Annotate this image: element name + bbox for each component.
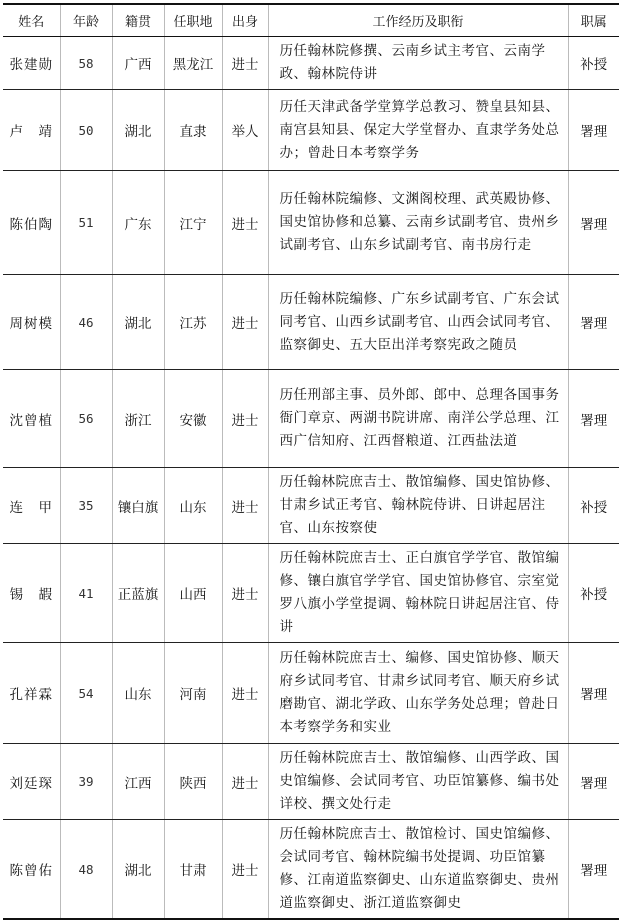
cell-post: 陕西 xyxy=(164,744,222,820)
header-position: 职属 xyxy=(568,4,619,37)
cell-post: 江宁 xyxy=(164,171,222,275)
table-row xyxy=(3,171,619,275)
cell-origin: 镶白旗 xyxy=(112,468,164,544)
cell-background: 进士 xyxy=(222,544,268,643)
cell-post: 山东 xyxy=(164,468,222,544)
cell-post: 山西 xyxy=(164,544,222,643)
cell-background: 进士 xyxy=(222,370,268,468)
cell-post: 甘肃 xyxy=(164,820,222,920)
cell-position: 补授 xyxy=(568,468,619,544)
cell-age: 54 xyxy=(60,643,112,744)
header-age: 年龄 xyxy=(60,4,112,37)
table-row xyxy=(3,370,619,468)
cell-background: 进士 xyxy=(222,643,268,744)
table-body xyxy=(3,37,619,920)
cell-origin: 江西 xyxy=(112,744,164,820)
table-row xyxy=(3,744,619,820)
cell-career: 历任翰林院庶吉士、编修、国史馆协修、顺天府乡试同考官、甘肃乡试同考官、顺天府乡试磨勘官、湖北学政、山东学务处总理；曾赴日本考察学务和实业 xyxy=(268,643,568,744)
cell-age: 35 xyxy=(60,468,112,544)
cell-position: 补授 xyxy=(568,37,619,90)
cell-background: 进士 xyxy=(222,820,268,920)
cell-background: 进士 xyxy=(222,468,268,544)
cell-career: 历任翰林院庶吉士、散馆编修、山西学政、国史馆编修、会试同考官、功臣馆纂修、编书处详校、撰文处行走 xyxy=(268,744,568,820)
cell-position: 署理 xyxy=(568,171,619,275)
cell-post: 河南 xyxy=(164,643,222,744)
cell-career: 历任翰林院庶吉士、散馆编修、国史馆协修、甘肃乡试正考官、翰林院侍讲、日讲起居注官、山东按察使 xyxy=(268,468,568,544)
cell-origin: 湖北 xyxy=(112,275,164,370)
cell-name: 孔祥霖 xyxy=(3,643,60,744)
cell-origin: 广东 xyxy=(112,171,164,275)
cell-career: 历任翰林院编修、广东乡试副考官、广东会试同考官、山西乡试副考官、山西会试同考官、监察御史、五大臣出洋考察宪政之随员 xyxy=(268,275,568,370)
table-row xyxy=(3,544,619,643)
cell-career: 历任翰林院修撰、云南乡试主考官、云南学政、翰林院侍讲 xyxy=(268,37,568,90)
cell-background: 进士 xyxy=(222,171,268,275)
cell-age: 46 xyxy=(60,275,112,370)
cell-origin: 广西 xyxy=(112,37,164,90)
cell-background: 进士 xyxy=(222,37,268,90)
table-row xyxy=(3,275,619,370)
cell-name: 陈曾佑 xyxy=(3,820,60,920)
cell-background: 进士 xyxy=(222,744,268,820)
cell-career: 历任翰林院庶吉士、正白旗官学学官、散馆编修、镶白旗官学学官、国史馆协修官、宗室觉罗八旗小学堂提调、翰林院日讲起居注官、侍讲 xyxy=(268,544,568,643)
cell-name: 卢 靖 xyxy=(3,90,60,171)
cell-career: 历任刑部主事、员外郎、郎中、总理各国事务衙门章京、两湖书院讲席、南洋公学总理、江西广信知府、江西督粮道、江西盐法道 xyxy=(268,370,568,468)
cell-post: 安徽 xyxy=(164,370,222,468)
header-name: 姓名 xyxy=(3,4,60,37)
official-table-sheet xyxy=(3,3,619,920)
cell-position: 署理 xyxy=(568,275,619,370)
cell-origin: 浙江 xyxy=(112,370,164,468)
cell-name: 连 甲 xyxy=(3,468,60,544)
cell-background: 进士 xyxy=(222,275,268,370)
table-header xyxy=(3,4,619,37)
cell-position: 署理 xyxy=(568,370,619,468)
cell-background: 举人 xyxy=(222,90,268,171)
table-row xyxy=(3,820,619,920)
officials-table xyxy=(3,3,619,920)
cell-career: 历任翰林院编修、文渊阁校理、武英殿协修、国史馆协修和总纂、云南乡试副考官、贵州乡试副考官、山东乡试副考官、南书房行走 xyxy=(268,171,568,275)
cell-name: 张建勋 xyxy=(3,37,60,90)
cell-career: 历任翰林院庶吉士、散馆检讨、国史馆编修、会试同考官、翰林院编书处提调、功臣馆纂修、江南道监察御史、山东道监察御史、贵州道监察御史、浙江道监察御史 xyxy=(268,820,568,920)
cell-post: 黑龙江 xyxy=(164,37,222,90)
cell-age: 51 xyxy=(60,171,112,275)
cell-origin: 湖北 xyxy=(112,820,164,920)
cell-post: 直隶 xyxy=(164,90,222,171)
header-career: 工作经历及职衔 xyxy=(268,4,568,37)
cell-position: 补授 xyxy=(568,544,619,643)
cell-career: 历任天津武备学堂算学总教习、赞皇县知县、南宫县知县、保定大学堂督办、直隶学务处总办；曾赴日本考察学务 xyxy=(268,90,568,171)
table-row xyxy=(3,90,619,171)
header-origin: 籍贯 xyxy=(112,4,164,37)
cell-name: 锡 嘏 xyxy=(3,544,60,643)
table-row xyxy=(3,37,619,90)
cell-age: 41 xyxy=(60,544,112,643)
cell-age: 58 xyxy=(60,37,112,90)
table-row xyxy=(3,643,619,744)
cell-position: 署理 xyxy=(568,90,619,171)
header-row xyxy=(3,4,619,37)
cell-name: 刘廷琛 xyxy=(3,744,60,820)
cell-name: 沈曾植 xyxy=(3,370,60,468)
cell-age: 56 xyxy=(60,370,112,468)
header-post: 任职地 xyxy=(164,4,222,37)
cell-age: 39 xyxy=(60,744,112,820)
cell-position: 署理 xyxy=(568,820,619,920)
cell-position: 署理 xyxy=(568,744,619,820)
cell-position: 署理 xyxy=(568,643,619,744)
cell-post: 江苏 xyxy=(164,275,222,370)
cell-age: 48 xyxy=(60,820,112,920)
cell-name: 陈伯陶 xyxy=(3,171,60,275)
header-background: 出身 xyxy=(222,4,268,37)
cell-age: 50 xyxy=(60,90,112,171)
cell-origin: 山东 xyxy=(112,643,164,744)
table-row xyxy=(3,468,619,544)
cell-name: 周树模 xyxy=(3,275,60,370)
cell-origin: 正蓝旗 xyxy=(112,544,164,643)
cell-origin: 湖北 xyxy=(112,90,164,171)
